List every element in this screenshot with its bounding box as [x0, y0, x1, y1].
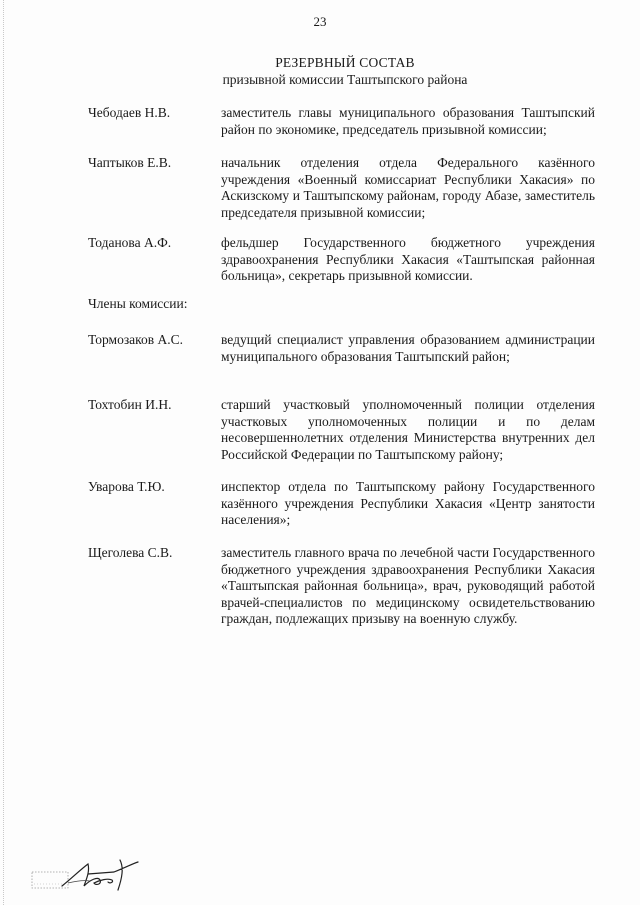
member-name: Тормозаков А.С.	[88, 332, 184, 347]
signature-icon	[28, 850, 158, 895]
member-name: Чебодаев Н.В.	[88, 105, 171, 120]
member-name: Щеголева С.В.	[88, 545, 173, 560]
document-title: РЕЗЕРВНЫЙ СОСТАВ	[275, 55, 415, 70]
member-role: фельдшер Государственного бюджетного учреждения здравоохранения Республики Хакасия «Таштыпская районная больница», секретарь призывной комиссии.	[221, 235, 595, 283]
member-role: старший участковый уполномоченный полиции отделения участковых уполномоченных полиции и по делам несовершеннолетних отделения Министерства внутренних дел Российской Федерации по Таштыпскому району;	[221, 397, 595, 462]
document-subtitle: призывной комиссии Таштыпского района	[222, 72, 468, 87]
margin-line	[3, 0, 4, 905]
member-role: ведущий специалист управления образованием администрации муниципального образования Таштыпский район;	[221, 332, 595, 364]
member-role: начальник отделения отдела Федерального казённого учреждения «Военный комиссариат Республики Хакасия» по Аскизскому и Таштыпскому районам, городу Абазе, заместитель председателя призывной комиссии;	[221, 155, 595, 220]
member-role: инспектор отдела по Таштыпскому району Государственного казённого учреждения Республики Хакасия «Центр занятости населения»;	[221, 479, 595, 527]
member-name: Тоданова А.Ф.	[88, 235, 172, 250]
member-name: Тохтобин И.Н.	[88, 397, 172, 412]
page-number: 23	[313, 14, 327, 29]
members-heading: Члены комиссии:	[88, 296, 188, 311]
member-name: Чаптыков Е.В.	[88, 155, 172, 170]
member-role: заместитель главного врача по лечебной части Государственного бюджетного учреждения здравоохранения Республики Хакасия «Таштыпская районная больница», врач, руководящий работой врачей-специалистов по медицинскому освидетельствованию граждан, подлежащих призыву на военную службу.	[221, 545, 595, 626]
member-role: заместитель главы муниципального образования Таштыпский район по экономике, председатель призывной комиссии;	[221, 105, 595, 137]
member-name: Уварова Т.Ю.	[88, 479, 165, 494]
